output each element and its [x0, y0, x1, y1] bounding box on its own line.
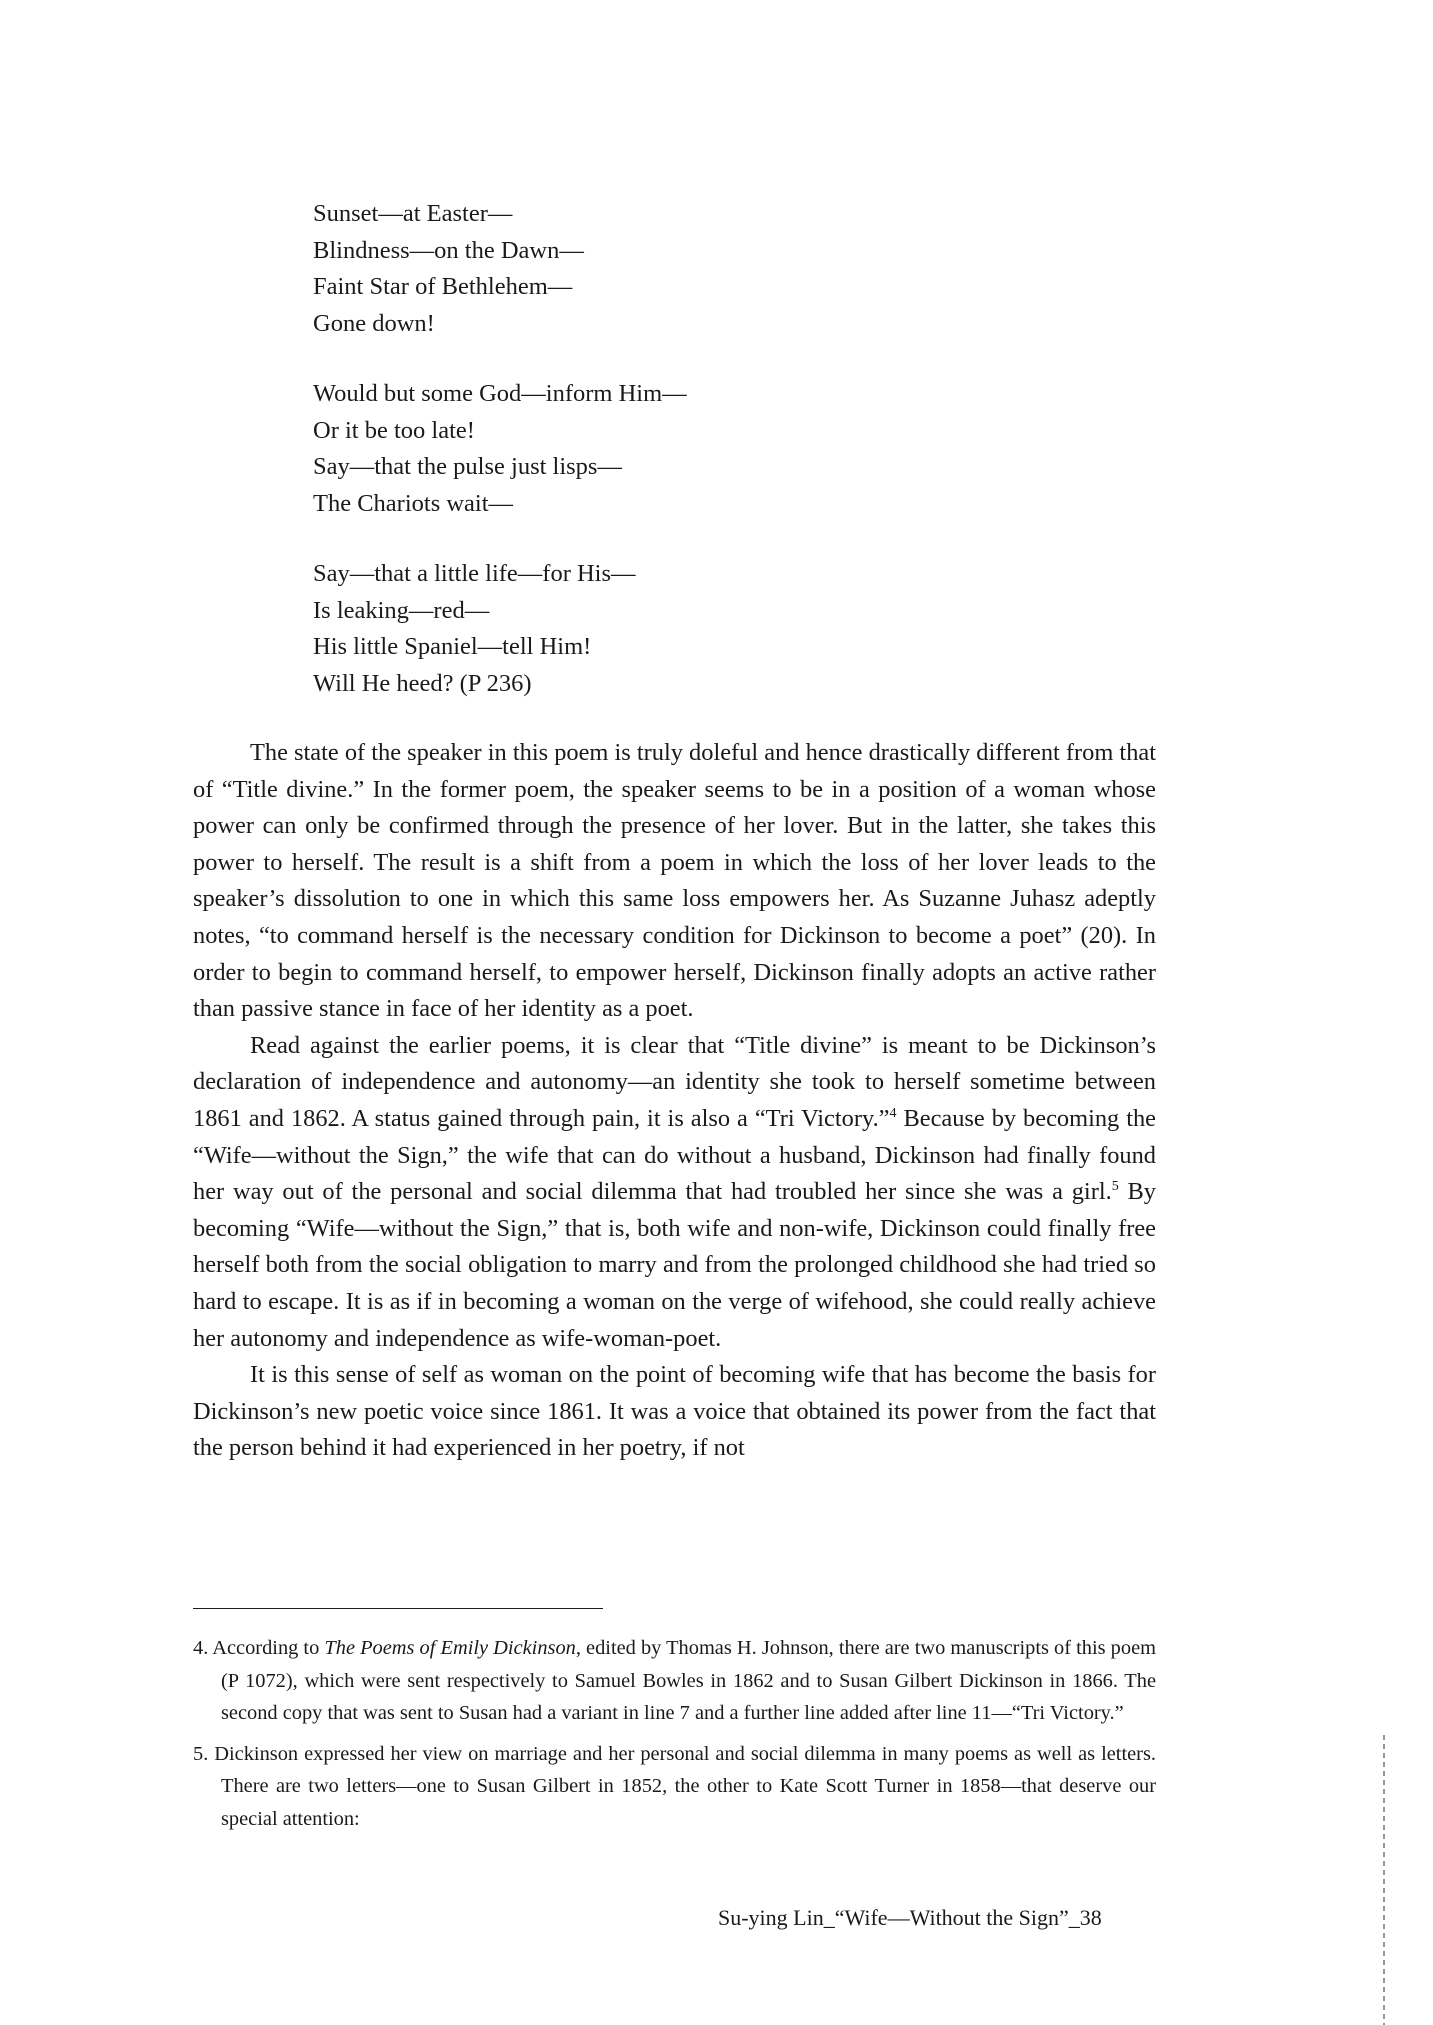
poem-block — [313, 196, 687, 702]
poem-line: Gone down! — [313, 309, 435, 337]
paragraph-text: It is this sense of self as woman on the point of becoming wife that has become the basis for Dickinson’s new poetic voice since 1861. It was a voice that obtained its power from the fact that the person behind it had experienced in her poetry, if not — [193, 1361, 1156, 1462]
poem-stanza — [313, 556, 687, 702]
poem-stanza — [313, 376, 687, 522]
paragraph-text: Read against the earlier poems, it is clear that “Title divine” is meant to be Dickinson’s declaration of independence and autonomy—an identity she took to herself sometime between 1861 and 1862. A status gained through pain, it is also a “Tri Victory.” — [193, 1031, 1156, 1132]
poem-line: Is leaking—red— — [313, 596, 490, 624]
scan-edge-mark — [1383, 1735, 1385, 2025]
paragraph-text: By becoming “Wife—without the Sign,” that is, both wife and non-wife, Dickinson could finally free herself both from the social obligation to marry and from the prolonged childhood she had tried so hard to escape. It is as if in becoming a woman on the verge of wifehood, she could really achieve her autonomy and independence as wife-woman-poet. — [193, 1178, 1157, 1352]
footnote-ref-5[interactable]: 5 — [1111, 1179, 1119, 1194]
poem-line: Will He heed? (P 236) — [313, 669, 532, 697]
paragraph-text: The state of the speaker in this poem is truly doleful and hence drastically different from that of “Title divine.” In the former poem, the speaker seems to be in a position of a woman whose power can only be confirmed through the presence of her lover. But in the latter, she takes this power to herself. The result is a shift from a poem in which the loss of her lover leads to the speaker’s dissolution to one in which this same loss empowers her. As Suzanne Juhasz adeptly notes, “to command herself is the necessary condition for Dickinson to become a poet” (20). In order to begin to command herself, to empower herself, Dickinson finally adopts an active rather than passive stance in face of her identity as a poet. — [193, 739, 1156, 1023]
poem-line: Say—that the pulse just lisps— — [313, 453, 622, 480]
footnote-text: 5. Dickinson expressed her view on marriage and her personal and social dilemma in many poems as well as letters. There are two letters—one to Susan Gilbert in 1852, the other to Kate Scott Turner in 1858—that deserve our special attention: — [193, 1742, 1156, 1830]
poem-line: Say—that a little life—for His— — [313, 560, 636, 587]
poem-line: Blindness—on the Dawn— — [313, 236, 584, 264]
footnote-5 — [193, 1738, 1156, 1836]
footnote-separator — [193, 1608, 603, 1609]
body-paragraph — [193, 1028, 1156, 1357]
footnotes — [193, 1632, 1156, 1844]
footnote-ref-4[interactable]: 4 — [889, 1105, 897, 1121]
poem-line: Sunset—at Easter— — [313, 200, 513, 227]
poem-line: His little Spaniel—tell Him! — [313, 633, 592, 660]
poem-line: The Chariots wait— — [313, 489, 514, 517]
body-text — [193, 735, 1156, 1467]
running-footer: Su-ying Lin_“Wife—Without the Sign”_38 — [718, 1905, 1102, 1930]
footnote-text: 4. According to — [193, 1637, 325, 1659]
body-paragraph — [193, 1357, 1156, 1467]
poem-line: Faint Star of Bethlehem— — [313, 273, 573, 300]
poem-stanza — [313, 196, 687, 342]
body-paragraph — [193, 735, 1156, 1028]
book-title: The Poems of Emily Dickinson — [324, 1637, 576, 1659]
footnote-4 — [193, 1632, 1156, 1730]
poem-line: Or it be too late! — [313, 416, 475, 444]
paragraph-text: Because by becoming the “Wife—without the Sign,” the wife that can do without a husband, Dickinson had finally found her way out of the personal and social dilemma that had troubled her since she was a girl. — [193, 1104, 1156, 1206]
poem-line: Would but some God—inform Him— — [313, 380, 687, 407]
footnote-text: , edited by Thomas H. Johnson, there are two manuscripts of this poem (P 1072), which were sent respectively to Samuel Bowles in 1862 and to Susan Gilbert Dickinson in 1866. The second copy that was sent to Susan had a variant in line 7 and a further line added after line 11—“Tri Victory.” — [221, 1637, 1156, 1725]
